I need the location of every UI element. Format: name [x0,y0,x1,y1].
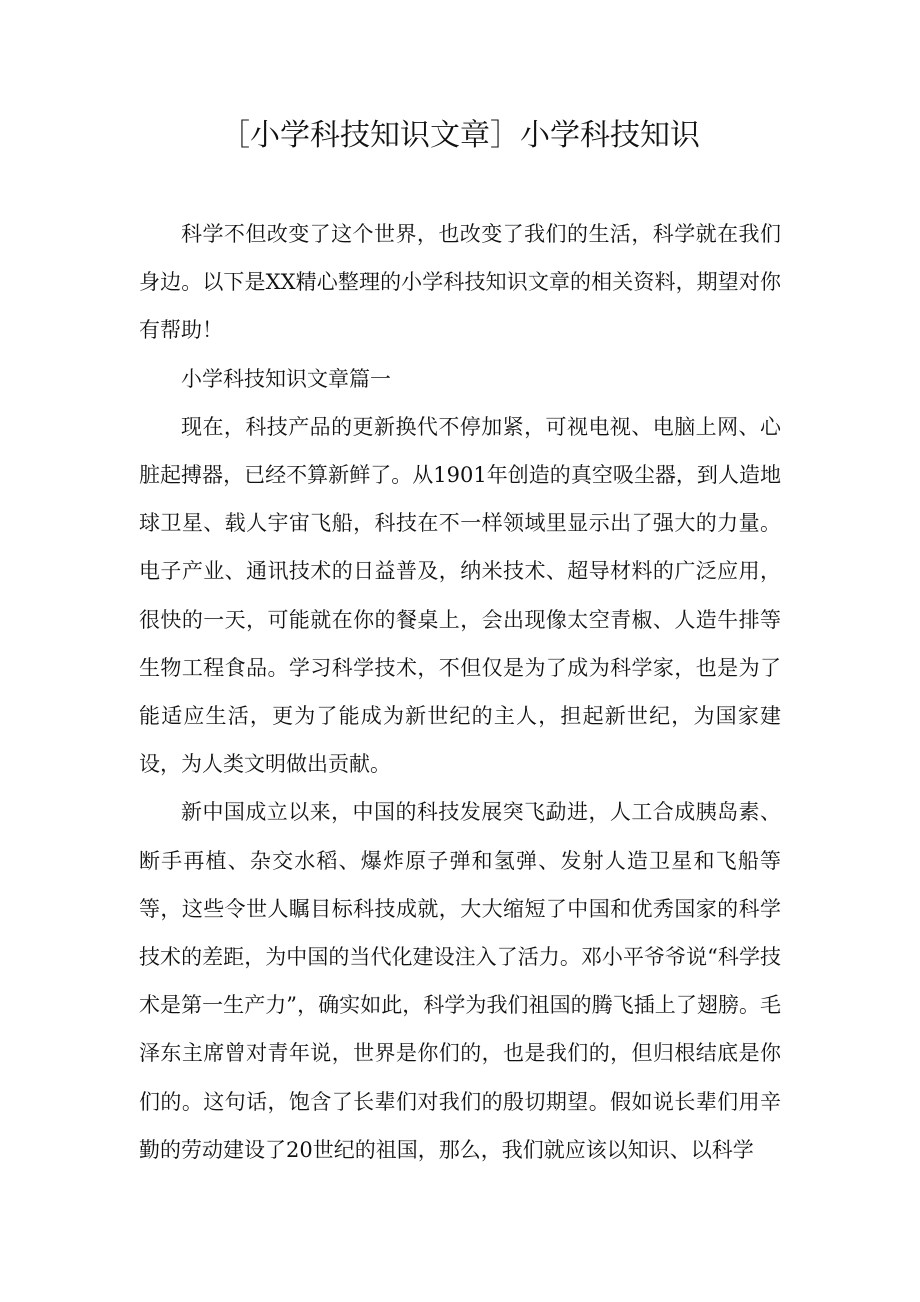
section-heading: 小学科技知识文章篇一 [181,366,391,391]
document-title: ［小学科技知识文章］小学科技知识 [220,118,700,153]
body-paragraph-2: 新中国成立以来，中国的科技发展突飞勐进，人工合成胰岛素、断手再植、杂交水稻、爆炸原子弹和氢弹、发射人造卫星和飞船等等，这些令世人瞩目标科技成就，大大缩短了中国和优秀国家的科学技术的差距，为中国的当代化建设注入了活力。邓小平爷爷说“科学技术是第一生产力”，确实如此，科学为我们祖国的腾飞插上了翅膀。毛泽东主席曾对青年说，世界是你们的，也是我们的，但归根结底是你们的。这句话，饱含了长辈们对我们的殷切期望。假如说长辈们用辛勤的劳动建设了20世纪的祖国，那么，我们就应该以知识、以科学 [139,800,781,1162]
body-paragraph-1: 现在，科技产品的更新换代不停加紧，可视电视、电脑上网、心脏起搏器，已经不算新鲜了。从1901年创造的真空吸尘器，到人造地球卫星、载人宇宙飞船，科技在不一样领域里显示出了强大的力量。电子产业、通讯技术的日益普及，纳米技术、超导材料的广泛应用，很快的一天，可能就在你的餐桌上，会出现像太空青椒、人造牛排等生物工程食品。学习科学技术，不但仅是为了成为科学家，也是为了能适应生活，更为了能成为新世纪的主人，担起新世纪，为国家建设，为人类文明做出贡献。 [139,414,781,777]
document-body [139,210,781,1174]
intro-paragraph: 科学不但改变了这个世界，也改变了我们的生活，科学就在我们身边。以下是XX精心整理的小学科技知识文章的相关资料，期望对你有帮助！ [139,222,781,343]
